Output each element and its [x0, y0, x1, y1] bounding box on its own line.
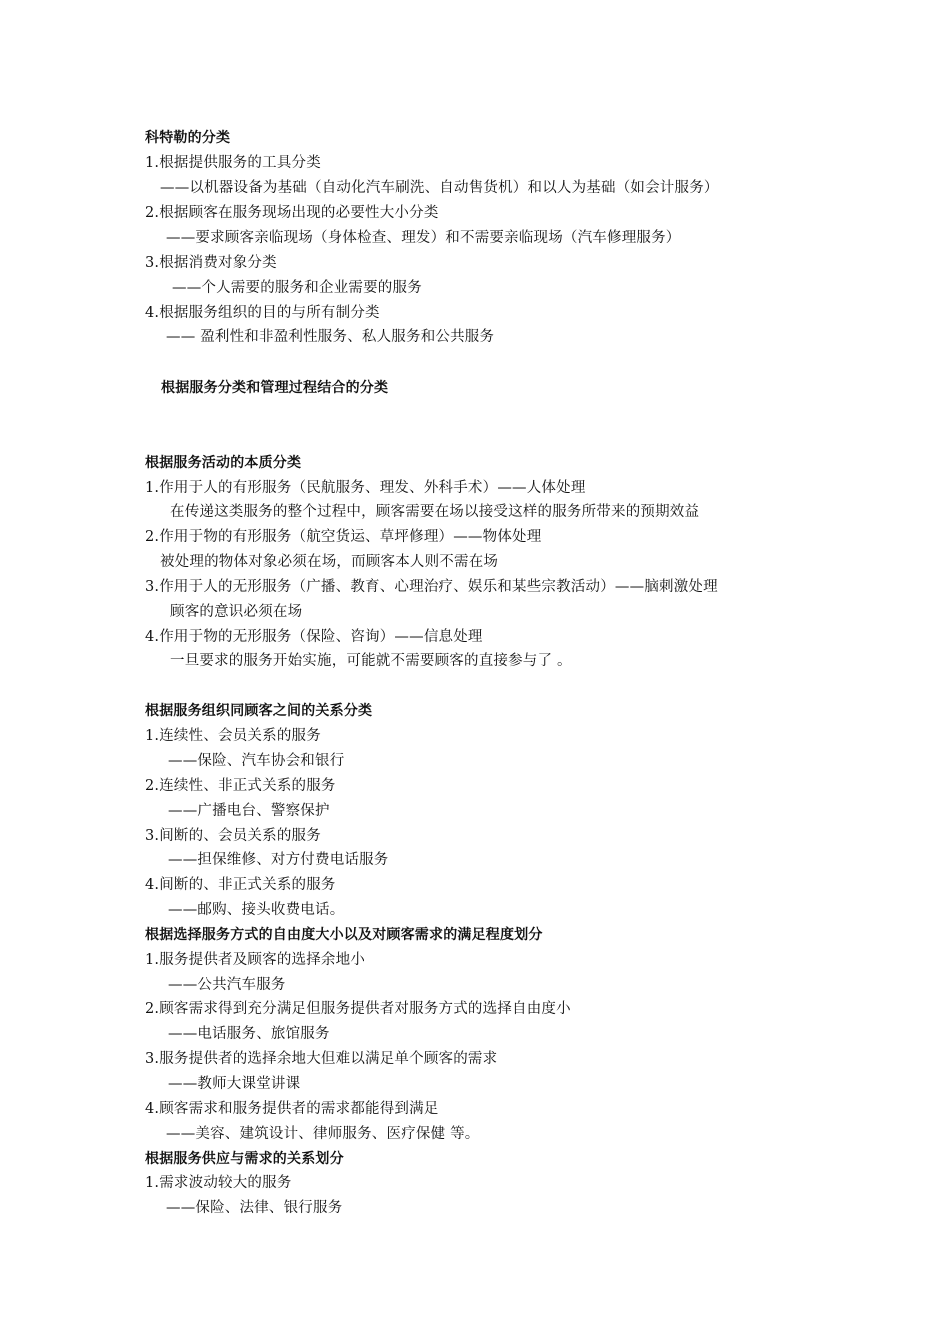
list-item-detail: ——电话服务、旅馆服务: [168, 1026, 330, 1042]
list-item: 1.作用于人的有形服务（民航服务、理发、外科手术）——人体处理: [145, 480, 586, 496]
list-item: 2.作用于物的有形服务（航空货运、草坪修理）——物体处理: [145, 529, 542, 545]
list-item: 1.需求波动较大的服务: [145, 1175, 292, 1191]
list-item-detail: 顾客的意识必须在场: [170, 604, 303, 620]
list-item-detail: ——以机器设备为基础（自动化汽车刷洗、自动售货机）和以人为基础（如会计服务）: [160, 180, 719, 196]
list-item: 1.连续性、会员关系的服务: [145, 728, 321, 744]
list-item: 3.作用于人的无形服务（广播、教育、心理治疗、娱乐和某些宗教活动）——脑刺激处理: [145, 579, 718, 595]
list-item-detail: ——教师大课堂讲课: [168, 1076, 301, 1092]
list-item: 3.服务提供者的选择余地大但难以满足单个顾客的需求: [145, 1051, 498, 1067]
list-item-detail: ——公共汽车服务: [168, 977, 286, 993]
list-item-detail: ——保险、法律、银行服务: [166, 1200, 343, 1216]
heading-kotler-classification: 科特勒的分类: [145, 130, 231, 146]
heading-choice-freedom: 根据选择服务方式的自由度大小以及对顾客需求的满足程度划分: [145, 927, 543, 943]
list-item-detail: 在传递这类服务的整个过程中，顾客需要在场以接受这样的服务所带来的预期效益: [170, 504, 700, 520]
list-item: 4.顾客需求和服务提供者的需求都能得到满足: [145, 1101, 439, 1117]
list-item: 3.间断的、会员关系的服务: [145, 828, 321, 844]
list-item-detail: ——要求顾客亲临现场（身体检查、理发）和不需要亲临现场（汽车修理服务）: [166, 230, 681, 246]
list-item: 2.顾客需求得到充分满足但服务提供者对服务方式的选择自由度小: [145, 1001, 571, 1017]
list-item: 2.连续性、非正式关系的服务: [145, 778, 336, 794]
list-item-detail: ——美容、建筑设计、律师服务、医疗保健 等。: [166, 1126, 480, 1142]
list-item-detail: ——邮购、接头收费电话。: [168, 902, 345, 918]
list-item-detail: ——广播电台、警察保护: [168, 803, 330, 819]
list-item-detail: —— 盈利性和非盈利性服务、私人服务和公共服务: [166, 329, 495, 345]
list-item-detail: 一旦要求的服务开始实施，可能就不需要顾客的直接参与了 。: [170, 653, 572, 669]
heading-management-process: 根据服务分类和管理过程结合的分类: [161, 380, 389, 396]
list-item: 3.根据消费对象分类: [145, 255, 277, 271]
list-item: 1.根据提供服务的工具分类: [145, 155, 321, 171]
list-item-detail: 被处理的物体对象必须在场，而顾客本人则不需在场: [160, 554, 499, 570]
heading-supply-demand: 根据服务供应与需求的关系划分: [145, 1151, 344, 1167]
heading-customer-relationship: 根据服务组织同顾客之间的关系分类: [145, 703, 373, 719]
list-item-detail: ——保险、汽车协会和银行: [168, 753, 345, 769]
list-item: 4.根据服务组织的目的与所有制分类: [145, 305, 380, 321]
list-item: 2.根据顾客在服务现场出现的必要性大小分类: [145, 205, 439, 221]
list-item: 4.作用于物的无形服务（保险、咨询）——信息处理: [145, 629, 483, 645]
list-item: 1.服务提供者及顾客的选择余地小: [145, 952, 366, 968]
list-item: 4.间断的、非正式关系的服务: [145, 877, 336, 893]
list-item-detail: ——个人需要的服务和企业需要的服务: [172, 280, 422, 296]
heading-service-nature: 根据服务活动的本质分类: [145, 455, 302, 471]
list-item-detail: ——担保维修、对方付费电话服务: [168, 852, 389, 868]
